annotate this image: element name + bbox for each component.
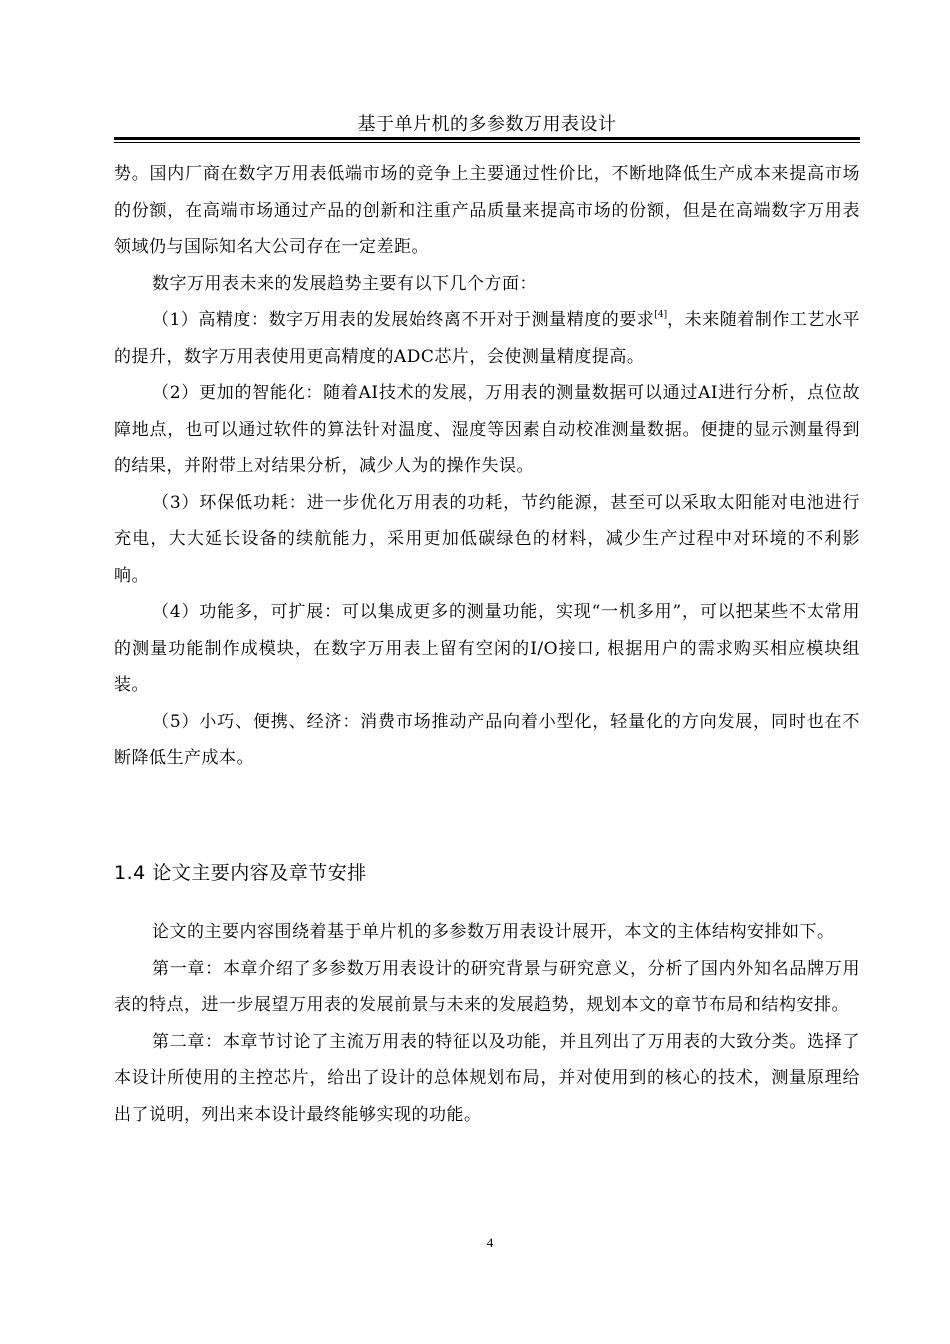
citation-reference-4: [4] — [654, 310, 668, 320]
header-rule-thick — [114, 137, 860, 140]
page-number: 4 — [486, 1235, 494, 1250]
paragraph-extensible: （4）功能多，可扩展：可以集成更多的测量功能，实现“一机多用”，可以把某些不太常用的测量功能制作成模块，在数字万用表上留有空闲的I/O接口, 根据用户的需求购买相应模块组装。 — [114, 602, 860, 695]
paragraph-chapter-two: 第二章：本章节讨论了主流万用表的特征以及功能，并且列出了万用表的大致分类。选择了本设计所使用的主控芯片，给出了设计的总体规划布局，并对使用到的核心的技术，测量原理给出了说明，列出来本设计最终能够实现的功能。 — [114, 1031, 860, 1125]
paragraph-chapter-one: 第一章：本章介绍了多参数万用表设计的研究背景与研究意义，分析了国内外知名品牌万用表的特点，进一步展望万用表的发展前景与未来的发展趋势，规划本文的章节布局和结构安排。 — [114, 958, 860, 1015]
body-text-lower — [114, 914, 860, 1133]
high-precision-text-before: （1）高精度：数字万用表的发展始终离不开对于测量精度的要求 — [152, 310, 655, 330]
paragraph-portable: （5）小巧、便携、经济：消费市场推动产品向着小型化，轻量化的方向发展，同时也在不断降低生产成本。 — [114, 711, 860, 768]
paragraph-market-competition: 势。国内厂商在数字万用表低端市场的竞争上主要通过性价比，不断地降低生产成本来提高市场的份额，在高端市场通过产品的创新和注重产品质量来提高市场的份额，但是在高端数字万用表领域仍与国际知名大公司存在一定差距。 — [114, 164, 860, 257]
paragraph-trends-intro: 数字万用表未来的发展趋势主要有以下几个方面： — [152, 273, 537, 294]
header-rule-thin — [114, 142, 860, 143]
paragraph-high-precision — [114, 302, 860, 375]
paragraph-thesis-overview: 论文的主要内容围绕着基于单片机的多参数万用表设计展开，本文的主体结构安排如下。 — [152, 922, 835, 942]
section-heading-1-4: 1.4 论文主要内容及章节安排 — [114, 862, 367, 884]
paragraph-low-power: （3）环保低功耗：进一步优化万用表的功耗，节约能源，甚至可以采取太阳能对电池进行充电，大大延长设备的续航能力，采用更加低碳绿色的材料，减少生产过程中对环境的不利影响。 — [114, 492, 860, 586]
paragraph-intelligence: （2）更加的智能化：随着AI技术的发展，万用表的测量数据可以通过AI进行分析，点位故障地点，也可以通过软件的算法针对温度、湿度等因素自动校准测量数据。便捷的显示测量得到的结果，并附带上对结果分析，减少人为的操作失误。 — [114, 383, 860, 476]
body-text-upper — [114, 156, 860, 777]
high-precision-text-after: ，未来随着制作工艺水平的提升，数字万用表使用更高精度的ADC芯片，会使测量精度提高。 — [114, 310, 861, 367]
page-header-title: 基于单片机的多参数万用表设计 — [357, 114, 617, 135]
